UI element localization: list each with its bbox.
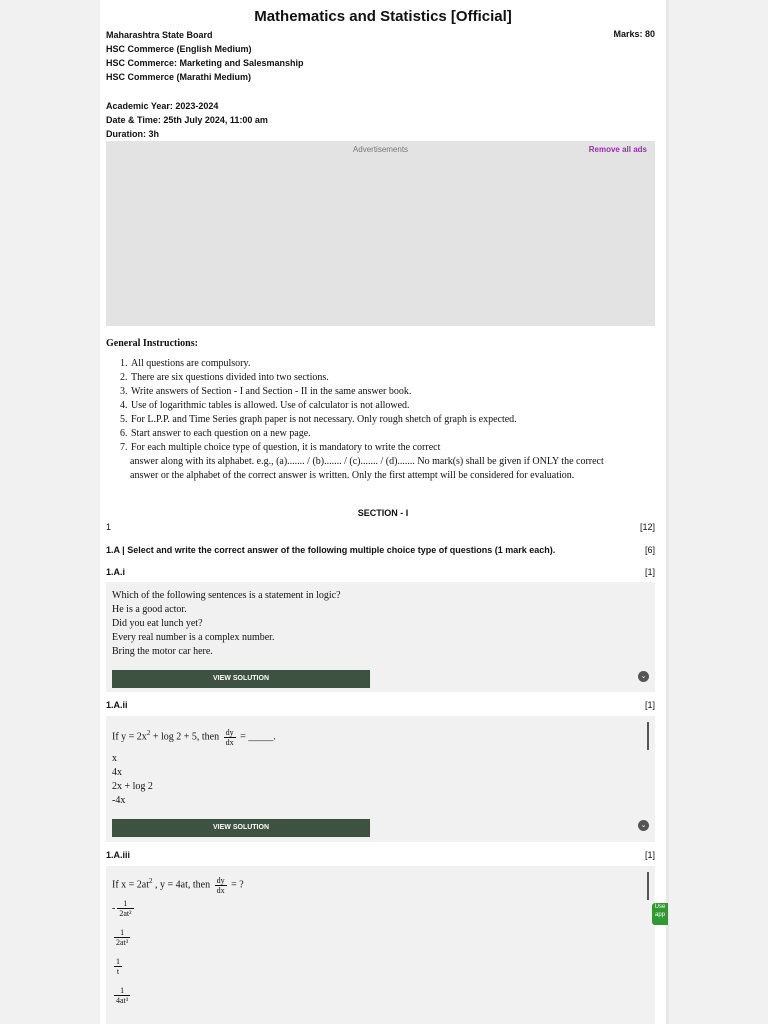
instruction-item: 1. All questions are compulsory. [120, 358, 251, 369]
question-instruction: 1.A | Select and write the correct answer of the following multiple choice type of questions (1 mark each). [106, 545, 556, 555]
scrollbar[interactable] [647, 722, 649, 750]
stream-1: HSC Commerce (English Medium) [106, 44, 252, 54]
option: Did you eat lunch yet? [112, 618, 203, 629]
question-card [106, 582, 655, 692]
question-label: 1.A.ii [106, 700, 128, 710]
view-solution-button[interactable]: VIEW SOLUTION [112, 670, 370, 688]
total-marks: Marks: 80 [613, 29, 655, 39]
instruction-item: 5. For L.P.P. and Time Series graph paper is not necessary. Only rough shetch of graph is expected. [120, 414, 517, 425]
option: 4x [112, 767, 122, 778]
question-card [106, 866, 655, 1024]
question-1aii-header [106, 700, 655, 710]
board-info [106, 28, 304, 84]
page-edge [666, 0, 669, 1024]
question-card [106, 716, 655, 842]
duration: Duration: 3h [106, 129, 159, 139]
question-marks: [1] [644, 850, 655, 860]
question-1aiii-header [106, 850, 655, 860]
stream-2: HSC Commerce: Marketing and Salesmanship [106, 58, 304, 68]
option: x [112, 753, 117, 764]
option: -4x [112, 795, 126, 806]
instruction-item: 3. Write answers of Section - I and Section - II in the same answer book. [120, 386, 412, 397]
board-name: Maharashtra State Board [106, 30, 213, 40]
exam-details [106, 99, 268, 141]
option: 2x + log 2 [112, 781, 153, 792]
option: $\frac{1}{t}$ [116, 957, 120, 976]
view-solution-button[interactable]: VIEW SOLUTION [112, 819, 370, 837]
instruction-item: 6. Start answer to each question on a new page. [120, 428, 311, 439]
instruction-item: 2. There are six questions divided into two sections. [120, 372, 329, 383]
instructions-list [120, 357, 640, 483]
stream-3: HSC Commerce (Marathi Medium) [106, 72, 252, 82]
question-marks: [12] [639, 522, 655, 532]
option: $\frac{1}{\text{4at³}}$ [116, 986, 129, 1005]
option: Every real number is a complex number. [112, 632, 275, 643]
instruction-continuation: answer or the alphabet of the correct answer is written. Only the first attempt will be considered for evaluation. [130, 470, 575, 481]
option: He is a good actor. [112, 604, 187, 615]
question-text: If $x = 2at^2$ , y = 4at, then $\frac{dy}{dx}$ = ? [112, 875, 244, 895]
question-text-block [112, 589, 341, 659]
question-text: Which of the following sentences is a statement in logic? [112, 590, 341, 601]
academic-year: Academic Year: 2023-2024 [106, 101, 219, 111]
question-marks: [1] [644, 567, 655, 577]
ad-label: Advertisements [352, 145, 409, 154]
date-time: Date & Time: 25th July 2024, 11:00 am [106, 115, 268, 125]
page-title: Mathematics and Statistics [Official] [254, 8, 512, 25]
question-1-header [106, 522, 655, 532]
question-1ai-header [106, 567, 655, 577]
question-label: 1.A.i [106, 567, 126, 577]
derivative-fraction: $\frac{dy}{dx}$ [216, 875, 225, 895]
section-title: SECTION - I [357, 508, 409, 518]
chevron-down-icon[interactable]: ⌄ [638, 820, 649, 831]
instructions-title: General Instructions: [106, 338, 198, 349]
question-label: 1.A.iii [106, 850, 131, 860]
question-text: If $y = 2x^2 + \log 2 + 5$, then $\frac{dy}{dx}$ = _____. [112, 727, 276, 747]
option: Bring the motor car here. [112, 646, 213, 657]
question-number: 1 [106, 522, 112, 532]
instruction-continuation: answer along with its alphabet. e.g., (a)....... / (b)....... / (c)....... / (d)....... No mark(s) shall be given if ONLY the correct [130, 456, 604, 467]
question-marks: [1] [644, 700, 655, 710]
question-marks: [6] [644, 545, 655, 555]
remove-ads-link[interactable]: Remove all ads [588, 145, 647, 154]
advertisement-box [106, 141, 655, 326]
question-1a-header [106, 545, 655, 555]
chevron-down-icon[interactable]: ⌄ [638, 671, 649, 682]
instruction-item: 7. For each multiple choice type of question, it is mandatory to write the correct [120, 442, 441, 453]
use-app-button[interactable]: Use app [652, 903, 668, 925]
exam-page [100, 0, 666, 1024]
scrollbar[interactable] [647, 872, 649, 900]
instruction-item: 4. Use of logarithmic tables is allowed. Use of calculator is not allowed. [120, 400, 410, 411]
derivative-fraction: $\frac{dy}{dx}$ [225, 727, 234, 747]
option: $\frac{1}{\text{2at³}}$ [116, 928, 129, 947]
option: - $\frac{1}{\text{2at²}}$ [112, 899, 132, 918]
